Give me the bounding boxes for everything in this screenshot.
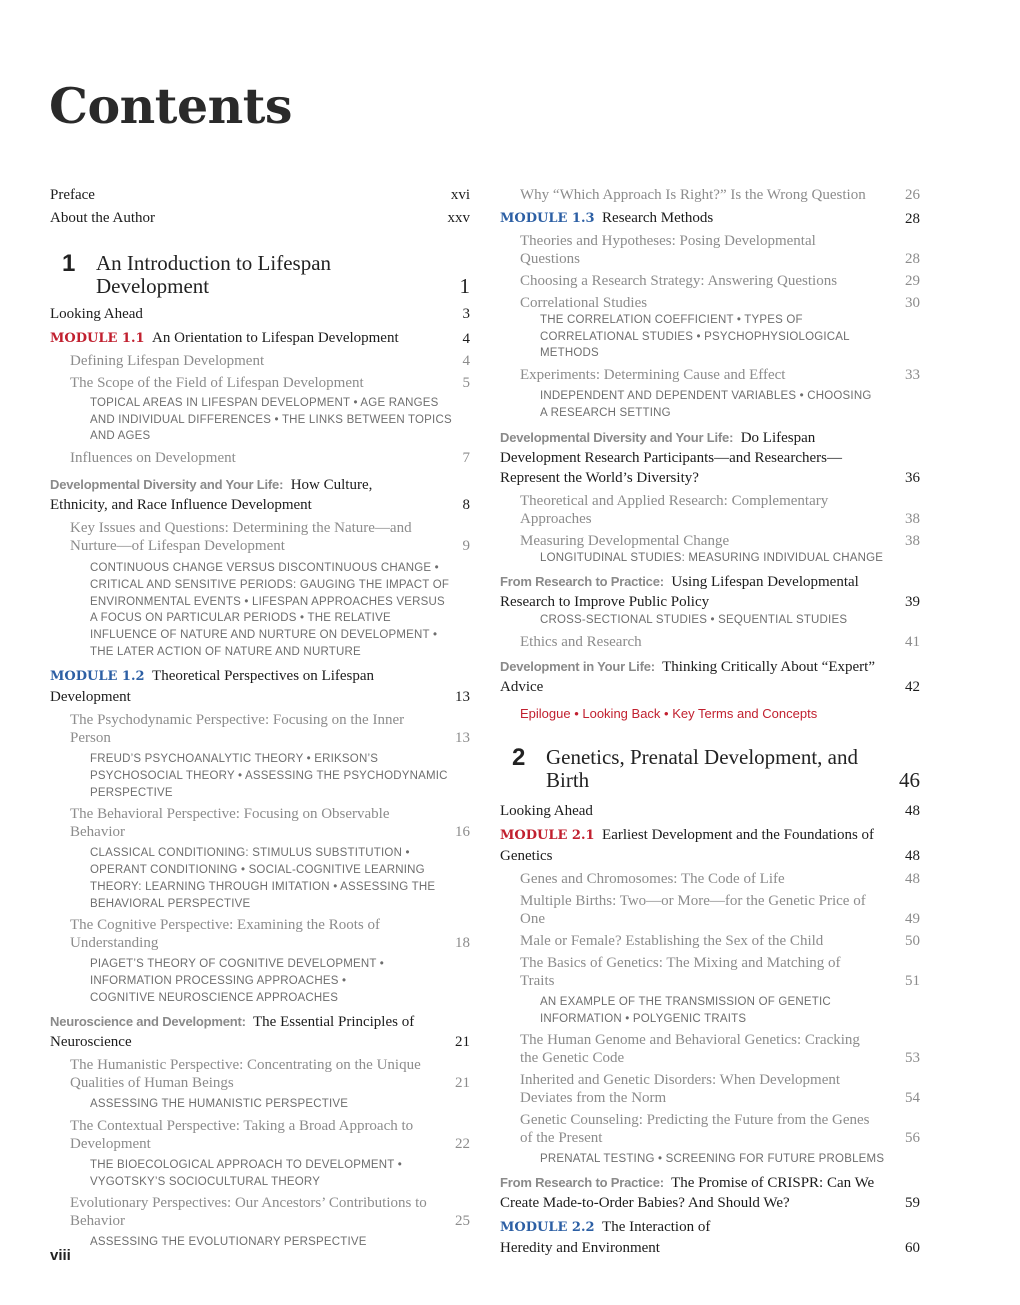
toc-entry-correlational[interactable]: Correlational Studies 30 xyxy=(520,295,920,311)
toc-right-column xyxy=(500,186,920,1258)
toc-entry-measuring[interactable]: Measuring Developmental Change 38 xyxy=(520,532,920,549)
toc-subtopics: THE CORRELATION COEFFICIENT • TYPES OF CORRELATIONAL STUDIES • PSYCHOPHYSIOLOGICAL METHODS xyxy=(540,314,850,360)
page-title: Contents xyxy=(49,77,292,135)
chapter-number: 1 xyxy=(62,250,76,277)
toc-entry-choosing[interactable]: Choosing a Research Strategy: Answering Questions 29 xyxy=(520,273,920,289)
epilogue-line[interactable]: Epilogue • Looking Back • Key Terms and Concepts xyxy=(520,705,818,721)
toc-subtopics: THE BIOECOLOGICAL APPROACH TO DEVELOPMENT • VYGOTSKY’S SOCIOCULTURAL THEORY xyxy=(90,1159,402,1188)
toc-subtopics: PRENATAL TESTING • SCREENING FOR FUTURE PROBLEMS xyxy=(540,1153,885,1166)
toc-subtopics: PIAGET’S THEORY OF COGNITIVE DEVELOPMENT • INFORMATION PROCESSING APPROACHES • COGNITIVE NEUROSCIENCE APPROACHES xyxy=(90,958,385,1004)
toc-left-column xyxy=(50,186,470,1251)
chapter-title: An Introduction to Lifespan Development xyxy=(96,251,332,298)
toc-entry-looking-ahead-2[interactable]: Looking Ahead 48 xyxy=(500,802,920,819)
toc-module-1-2[interactable]: MODULE 1.2 Theoretical Perspectives on Lifespan Development 13 xyxy=(50,668,470,706)
toc-entry-behavioral[interactable]: The Behavioral Perspective: Focusing on Observable Behavior 16 xyxy=(70,806,470,841)
toc-feature-neuroscience[interactable]: Neuroscience and Development: The Essential Principles of Neuroscience 21 xyxy=(50,1014,470,1051)
toc-entry-cognitive[interactable]: The Cognitive Perspective: Examining the Roots of Understanding 18 xyxy=(70,917,470,952)
module-label: MODULE 1.2 xyxy=(50,669,145,685)
toc-module-1-1[interactable]: MODULE 1.1 An Orientation to Lifespan Development 4 xyxy=(50,330,470,347)
toc-module-2-1[interactable]: MODULE 2.1 Earliest Development and the Foundations of Genetics 48 xyxy=(500,826,920,864)
toc-entry-contextual[interactable]: The Contextual Perspective: Taking a Broad Approach to Development 22 xyxy=(70,1118,470,1153)
toc-entry-counseling[interactable]: Genetic Counseling: Predicting the Future from the Genes of the Present 56 xyxy=(520,1112,920,1147)
feature-label: Developmental Diversity and Your Life: xyxy=(50,477,284,493)
module-label: MODULE 2.2 xyxy=(500,1220,595,1236)
toc-feature-research-practice[interactable]: From Research to Practice: Using Lifespan Developmental Research to Improve Public Policy 39 xyxy=(500,574,920,611)
page-number: viii xyxy=(50,1247,71,1264)
toc-entry-male-female[interactable]: Male or Female? Establishing the Sex of the Child 50 xyxy=(520,932,920,949)
toc-feature-diversity-2[interactable]: Developmental Diversity and Your Life: Do Lifespan Development Research Participants—and Researchers—Represent the World’s Diversity? 36 xyxy=(500,429,920,486)
toc-entry-experiments[interactable]: Experiments: Determining Cause and Effect 33 xyxy=(520,367,920,384)
toc-entry-why-approach[interactable]: Why “Which Approach Is Right?” Is the Wrong Question 26 xyxy=(520,187,920,203)
toc-module-1-3[interactable]: MODULE 1.3 Research Methods 28 xyxy=(500,210,920,227)
toc-entry-looking-ahead[interactable]: Looking Ahead 3 xyxy=(50,306,470,322)
chapter-1-heading[interactable] xyxy=(50,252,470,298)
toc-subtopics: INDEPENDENT AND DEPENDENT VARIABLES • CHOOSING A RESEARCH SETTING xyxy=(540,390,872,419)
feature-label: Development in Your Life: xyxy=(500,658,655,674)
toc-feature-crispr[interactable]: From Research to Practice: The Promise of CRISPR: Can We Create Made-to-Order Babies? And Should We? 59 xyxy=(500,1175,920,1212)
toc-subtopics: TOPICAL AREAS IN LIFESPAN DEVELOPMENT • AGE RANGES AND INDIVIDUAL DIFFERENCES • THE LINKS BETWEEN TOPICS AND AGES xyxy=(90,397,452,443)
toc-entry-influences[interactable]: Influences on Development 7 xyxy=(70,450,470,467)
toc-entry-genome[interactable]: The Human Genome and Behavioral Genetics: Cracking the Genetic Code 53 xyxy=(520,1032,920,1067)
toc-subtopics: CLASSICAL CONDITIONING: STIMULUS SUBSTITUTION • OPERANT CONDITIONING • SOCIAL-COGNITIVE LEARNING THEORY: LEARNING THROUGH IMITATION • ASSESSING THE BEHAVIORAL PERSPECTIVE xyxy=(90,847,436,910)
chapter-page: 1 xyxy=(459,274,470,298)
toc-feature-dev-life[interactable]: Development in Your Life: Thinking Critically About “Expert” Advice 42 xyxy=(500,658,920,695)
feature-label: Neuroscience and Development: xyxy=(50,1014,246,1030)
module-label: MODULE 2.1 xyxy=(500,827,595,843)
feature-label: From Research to Practice: xyxy=(500,1175,664,1191)
toc-entry-evolutionary[interactable]: Evolutionary Perspectives: Our Ancestors’ Contributions to Behavior 25 xyxy=(70,1195,470,1230)
feature-label: Developmental Diversity and Your Life: xyxy=(500,429,734,445)
chapter-2-heading[interactable] xyxy=(500,743,920,792)
toc-feature-diversity[interactable]: Developmental Diversity and Your Life: How Culture, Ethnicity, and Race Influence Development 8 xyxy=(50,477,470,514)
toc-subtopics: ASSESSING THE EVOLUTIONARY PERSPECTIVE xyxy=(90,1236,367,1249)
toc-module-2-2[interactable]: MODULE 2.2 The Interaction of Heredity and Environment 60 xyxy=(500,1219,920,1257)
chapter-number: 2 xyxy=(512,743,526,771)
module-label: MODULE 1.3 xyxy=(500,211,595,226)
toc-entry-humanistic[interactable]: The Humanistic Perspective: Concentrating on the Unique Qualities of Human Beings 21 xyxy=(70,1057,470,1092)
toc-entry-inherited[interactable]: Inherited and Genetic Disorders: When Development Deviates from the Norm 54 xyxy=(520,1072,920,1107)
toc-entry-key-issues[interactable]: Key Issues and Questions: Determining the Nature—and Nurture—of Lifespan Development 9 xyxy=(70,520,470,555)
chapter-page: 46 xyxy=(899,767,920,792)
toc-entry-genes[interactable]: Genes and Chromosomes: The Code of Life 48 xyxy=(520,870,920,887)
toc-entry-multiple-births[interactable]: Multiple Births: Two—or More—for the Genetic Price of One 49 xyxy=(520,892,920,927)
toc-entry-theories[interactable]: Theories and Hypotheses: Posing Developmental Questions 28 xyxy=(520,233,920,267)
module-label: MODULE 1.1 xyxy=(50,331,145,346)
toc-subtopics: AN EXAMPLE OF THE TRANSMISSION OF GENETIC INFORMATION • POLYGENIC TRAITS xyxy=(540,995,831,1025)
toc-subtopics: FREUD’S PSYCHOANALYTIC THEORY • ERIKSON’S PSYCHOSOCIAL THEORY • ASSESSING THE PSYCHODYNAMIC PERSPECTIVE xyxy=(90,753,448,799)
toc-entry-scope[interactable]: The Scope of the Field of Lifespan Development 5 xyxy=(70,375,470,391)
toc-entry-preface[interactable]: Preface xvi xyxy=(50,187,470,203)
feature-label: From Research to Practice: xyxy=(500,574,664,590)
toc-subtopics: LONGITUDINAL STUDIES: MEASURING INDIVIDUAL CHANGE xyxy=(540,551,884,564)
toc-entry-basics-genetics[interactable]: The Basics of Genetics: The Mixing and Matching of Traits 51 xyxy=(520,954,920,989)
toc-subtopics: CONTINUOUS CHANGE VERSUS DISCONTINUOUS CHANGE • CRITICAL AND SENSITIVE PERIODS: GAUGING THE IMPACT OF ENVIRONMENTAL EVENTS • LIFESPAN APPROACHES VERSUS A FOCUS ON PARTICULAR PERIODS • THE RELATIVE INFLUENCE OF NATURE AND NURTURE ON DEVELOPMENT • THE LATER ACTION OF NATURE AND NURTURE xyxy=(90,562,450,658)
toc-entry-theoretical-applied[interactable]: Theoretical and Applied Research: Complementary Approaches 38 xyxy=(520,492,920,527)
toc-entry-defining[interactable]: Defining Lifespan Development 4 xyxy=(70,353,470,369)
toc-subtopics: CROSS-SECTIONAL STUDIES • SEQUENTIAL STUDIES xyxy=(540,614,848,627)
toc-subtopics: ASSESSING THE HUMANISTIC PERSPECTIVE xyxy=(90,1098,349,1111)
chapter-title: Genetics, Prenatal Development, and Birth xyxy=(546,744,858,792)
toc-entry-psychodynamic[interactable]: The Psychodynamic Perspective: Focusing on the Inner Person 13 xyxy=(70,712,470,747)
toc-entry-about-author[interactable]: About the Author xxv xyxy=(50,210,470,226)
toc-entry-ethics[interactable]: Ethics and Research 41 xyxy=(520,633,920,650)
